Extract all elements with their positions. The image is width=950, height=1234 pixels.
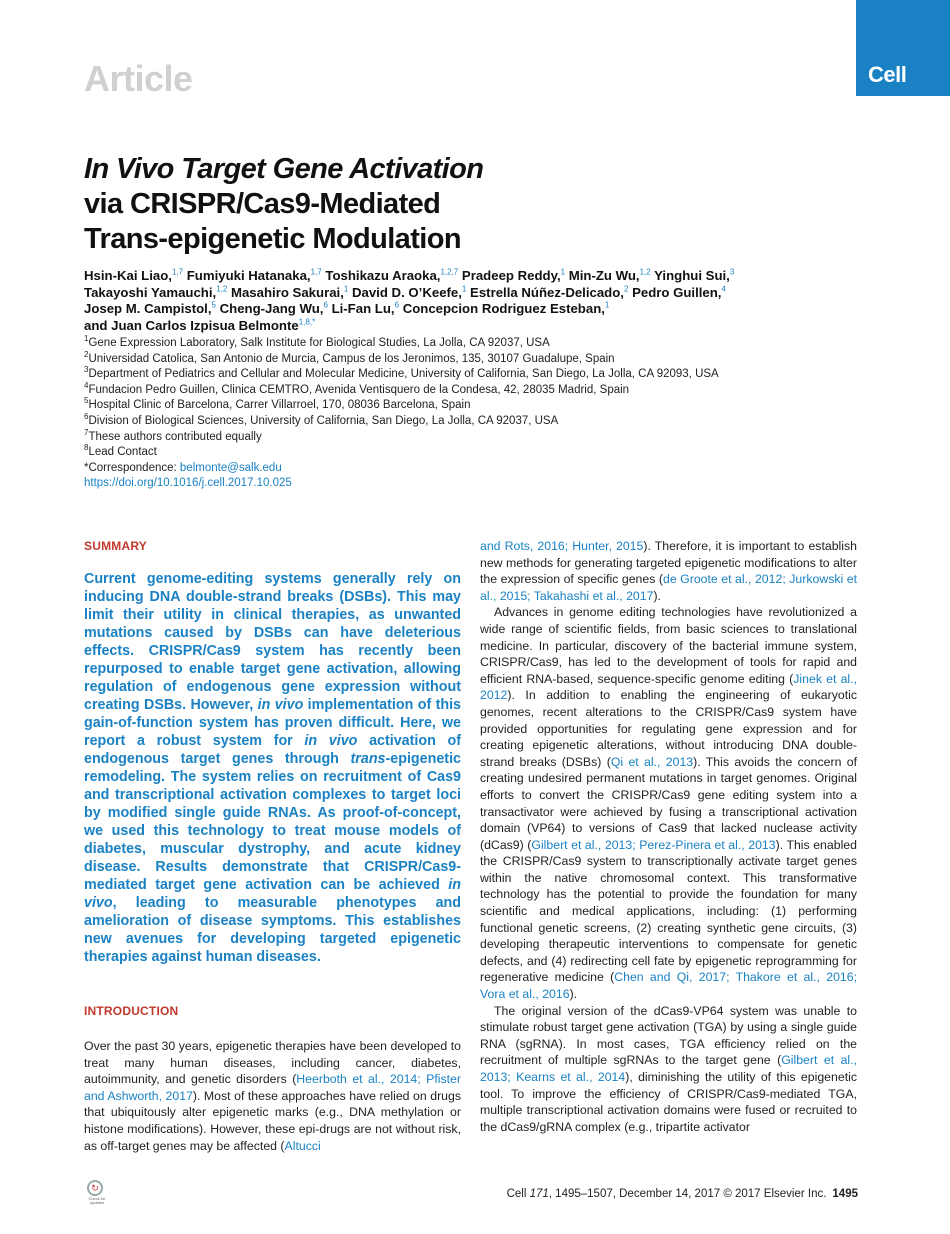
summary-text: Current genome-editing systems generally rely on inducing DNA double-strand breaks (DSBs). This may limit their utility in clinical therapies, as unwanted mutations caused by DSBs can have deleterious effects. CRISPR/Cas9 system has recently been repurposed to enable target gene activation, allowing regulation of endogenous gene expression without creating DSBs. However, in vivo implementation of this gain-of-function system has proven difficult. Here, we report a robust system for in vivo activation of endogenous target genes through trans-epigenetic remodeling. The system relies on recruitment of Cas9 and transcriptional activation complexes to target loci by modified single guide RNAs. As proof-of-concept, we used this technology to treat mouse models of diabetes, muscular dystrophy, and acute kidney disease. Results demonstrate that CRISPR/Cas9-mediated target gene activation can be achieved in vivo, leading to measurable phenotypes and amelioration of disease symptoms. This establishes new avenues for developing targeted epigenetic therapies against human diseases. — [84, 571, 461, 965]
affiliation: $^5$Hospital Clinic of Barcelona, Carrer Villarroel, 170, 08036 Barcelona, Spain — [84, 396, 471, 412]
affiliations — [84, 336, 884, 492]
affiliation-marker: 2 — [623, 284, 629, 294]
journal-name: Cell — [868, 62, 907, 87]
affiliation: $^4$Fundacion Pedro Guillen, Clinica CEMTRO, Avenida Ventisquero de la Condesa, 42, 28035 Madrid, Spain — [84, 380, 630, 396]
affiliation: $^6$Division of Biological Sciences, University of California, San Diego, La Jolla, CA 92037, USA — [84, 412, 559, 427]
affiliation-marker: 1,7 — [310, 267, 322, 277]
affiliation: $^8$Lead Contact — [84, 443, 157, 459]
journal-tab — [856, 0, 950, 96]
author-name: David D. O’Keefe, — [351, 284, 462, 300]
affiliation: $^7$These authors contributed equally — [84, 427, 262, 443]
article-type-label: Article — [84, 58, 193, 99]
affiliation-marker: 1,2,7 — [440, 267, 459, 277]
affiliation-marker: 1 — [461, 284, 467, 294]
introduction-heading: INTRODUCTION — [84, 1004, 179, 1018]
author-name: Concepcion Rodriguez Esteban, — [402, 301, 605, 316]
ref-link[interactable]: Gilbert et al., 2013; Perez-Pinera et al., 2013 — [531, 837, 776, 852]
title-line-3: Trans-epigenetic Modulation — [84, 223, 461, 255]
right-column-text — [480, 538, 857, 1135]
affiliation: $^3$Department of Pediatrics and Cellular and Molecular Medicine, University of California, San Diego, La Jolla, CA 92093, USA — [84, 365, 719, 381]
ref-link[interactable]: Qi et al., 2013 — [610, 754, 694, 769]
author-name: Yinghui Sui, — [654, 268, 730, 283]
affiliation-marker: 1,8,* — [298, 317, 316, 327]
author-list — [84, 268, 884, 334]
introduction-paragraph: Over the past 30 years, epigenetic therapies have been developed to treat many human diseases, including cancer, diabetes, autoimmunity, and genetic disorders (Heerboth et al., 2014; Pfister and Ashworth, 2017). Most of these approaches have relied on drugs that ubiquitously alter epigenetic marks (e.g., DNA methylation or histone modifications). However, these epi-drugs are not without risk, as off-target genes may be affected (Altucci — [84, 1039, 461, 1153]
ref-link[interactable]: Gilbert et al., 2013; Kearns et al., 2014 — [480, 1053, 857, 1084]
article-title — [84, 152, 644, 257]
page-footer: Cell 171, 1495–1507, December 14, 2017 © 2017 Elsevier Inc. 1495 — [506, 1188, 858, 1200]
affiliation: $^2$Universidad Catolica, San Antonio de Murcia, Campus de los Jeronimos, 135, 30107 Guadalupe, Spain — [84, 349, 615, 365]
ref-link[interactable]: Altucci — [284, 1138, 321, 1153]
correspondence-email[interactable]: belmonte@salk.edu — [179, 461, 282, 474]
affiliation: $^1$Gene Expression Laboratory, Salk Institute for Biological Studies, La Jolla, CA 92037, USA — [84, 334, 550, 349]
author-name: Pedro Guillen, — [632, 284, 722, 300]
paragraph-continued: and Rots, 2016; Hunter, 2015). Therefore, it is important to establish new methods for generating targeted epigenetic modifications to alter the expression of specific genes (de Groote et al., 2012; Jurkowski et al., 2015; Takahashi et al., 2017). — [480, 539, 857, 603]
author-name: Hsin-Kai Liao, — [84, 268, 172, 283]
ref-link[interactable]: and Rots, 2016; Hunter, 2015 — [480, 539, 644, 553]
affiliation-marker: 6 — [394, 300, 400, 310]
summary-heading: SUMMARY — [84, 539, 147, 553]
correspondence: *Correspondence: belmonte@salk.edu — [84, 461, 282, 474]
affiliation-marker: 5 — [211, 300, 216, 310]
author-name: Takayoshi Yamauchi, — [84, 284, 217, 300]
author-name: Josep M. Campistol, — [84, 301, 212, 316]
affiliation-marker: 1,2 — [216, 284, 228, 294]
affiliation-marker: 4 — [721, 284, 726, 294]
check-for-updates-badge[interactable] — [86, 1180, 108, 1206]
ref-link[interactable]: Jinek et al., 2012 — [480, 671, 858, 703]
author-name: Pradeep Reddy, — [461, 268, 561, 283]
affiliation-marker: 1,7 — [171, 267, 184, 277]
affiliation-marker: 1 — [560, 267, 566, 277]
refresh-icon: ↻ — [87, 1180, 103, 1196]
affiliation-marker: 1 — [343, 284, 349, 294]
ref-link[interactable]: de Groote et al., 2012; Jurkowski et al., 2015; Takahashi et al., 2017 — [480, 572, 857, 603]
doi-link[interactable]: https://doi.org/10.1016/j.cell.2017.10.025 — [84, 477, 292, 490]
page-number: 1495 — [832, 1188, 858, 1200]
author-name: and Juan Carlos Izpisua Belmonte — [84, 317, 299, 333]
author-name: Min-Zu Wu, — [568, 268, 640, 283]
ref-link[interactable]: Heerboth et al., 2014; Pfister and Ashworth, 2017 — [84, 1072, 461, 1103]
affiliation-marker: 1 — [604, 300, 610, 310]
affiliation-marker: 1,2 — [639, 267, 651, 277]
paragraph: The original version of the dCas9-VP64 system was unable to stimulate robust target gene activation (TGA) by using a single guide RNA (sgRNA). In most cases, TGA efficiency relied on the recruitment of multiple sgRNAs to the target gene (Gilbert et al., 2013; Kearns et al., 2014), diminishing the utility of this epigenetic tool. To improve the efficiency of CRISPR/Cas9-mediated TGA, multiple transcriptional activation domains were fused or recruited to the dCas9/gRNA complex (e.g., tripartite activator — [480, 1003, 857, 1134]
ref-link[interactable]: Chen and Qi, 2017; Thakore et al., 2016; Vora et al., 2016 — [480, 970, 857, 1002]
affiliation-marker: 3 — [729, 267, 735, 277]
author-name: Li-Fan Lu, — [331, 301, 395, 316]
badge-label: Check for updates — [88, 1196, 106, 1205]
author-name: Cheng-Jang Wu, — [219, 301, 324, 316]
author-name: Estrella Núñez-Delicado, — [470, 284, 624, 300]
title-line-1: In Vivo Target Gene Activation — [84, 153, 484, 185]
affiliation-marker: 6 — [323, 300, 328, 310]
author-name: Toshikazu Araoka, — [325, 268, 441, 283]
paragraph: Advances in genome editing technologies have revolutionized a wide range of scientific fields, from basic sciences to translational medicine. In particular, discovery of the bacterial immune system, CRISPR/Cas9, has led to the development of tools for rapid and efficient RNA-based, sequence-specific genome editing (Jinek et al., 2012). In addition to enabling the engineering of eukaryotic genomes, recent alterations to the CRISPR/Cas9 system have provided opportunities for regulating gene expression and for creating epigenetic alterations, without introducing DNA double-strand breaks (DSBs) (Qi et al., 2013). This avoids the concern of creating undesired permanent mutations in target genomes. Original efforts to convert the CRISPR/Cas9 gene editing system into a transactivator were achieved by fusing a transcriptional activation domain (VP64) to versions of Cas9 that lacked nuclease activity (dCas9) (Gilbert et al., 2013; Perez-Pinera et al., 2013). This enabled the CRISPR/Cas9 system to transcriptionally activate target genes within the native chromosomal context. This transformative technology has the potential to provide the foundation for many scientific and medical applications, including: (1) performing functional genetic screens, (2) creating synthetic gene circuits, (3) developing therapeutic interventions to compensate for genetic defects, and (4) redirecting cell fate by epigenetic reprogramming for regenerative medicine (Chen and Qi, 2017; Thakore et al., 2016; Vora et al., 2016). — [480, 605, 858, 1002]
author-name: Masahiro Sakurai, — [230, 284, 344, 300]
author-name: Fumiyuki Hatanaka, — [186, 268, 311, 283]
title-line-2: via CRISPR/Cas9-Mediated — [84, 188, 441, 220]
